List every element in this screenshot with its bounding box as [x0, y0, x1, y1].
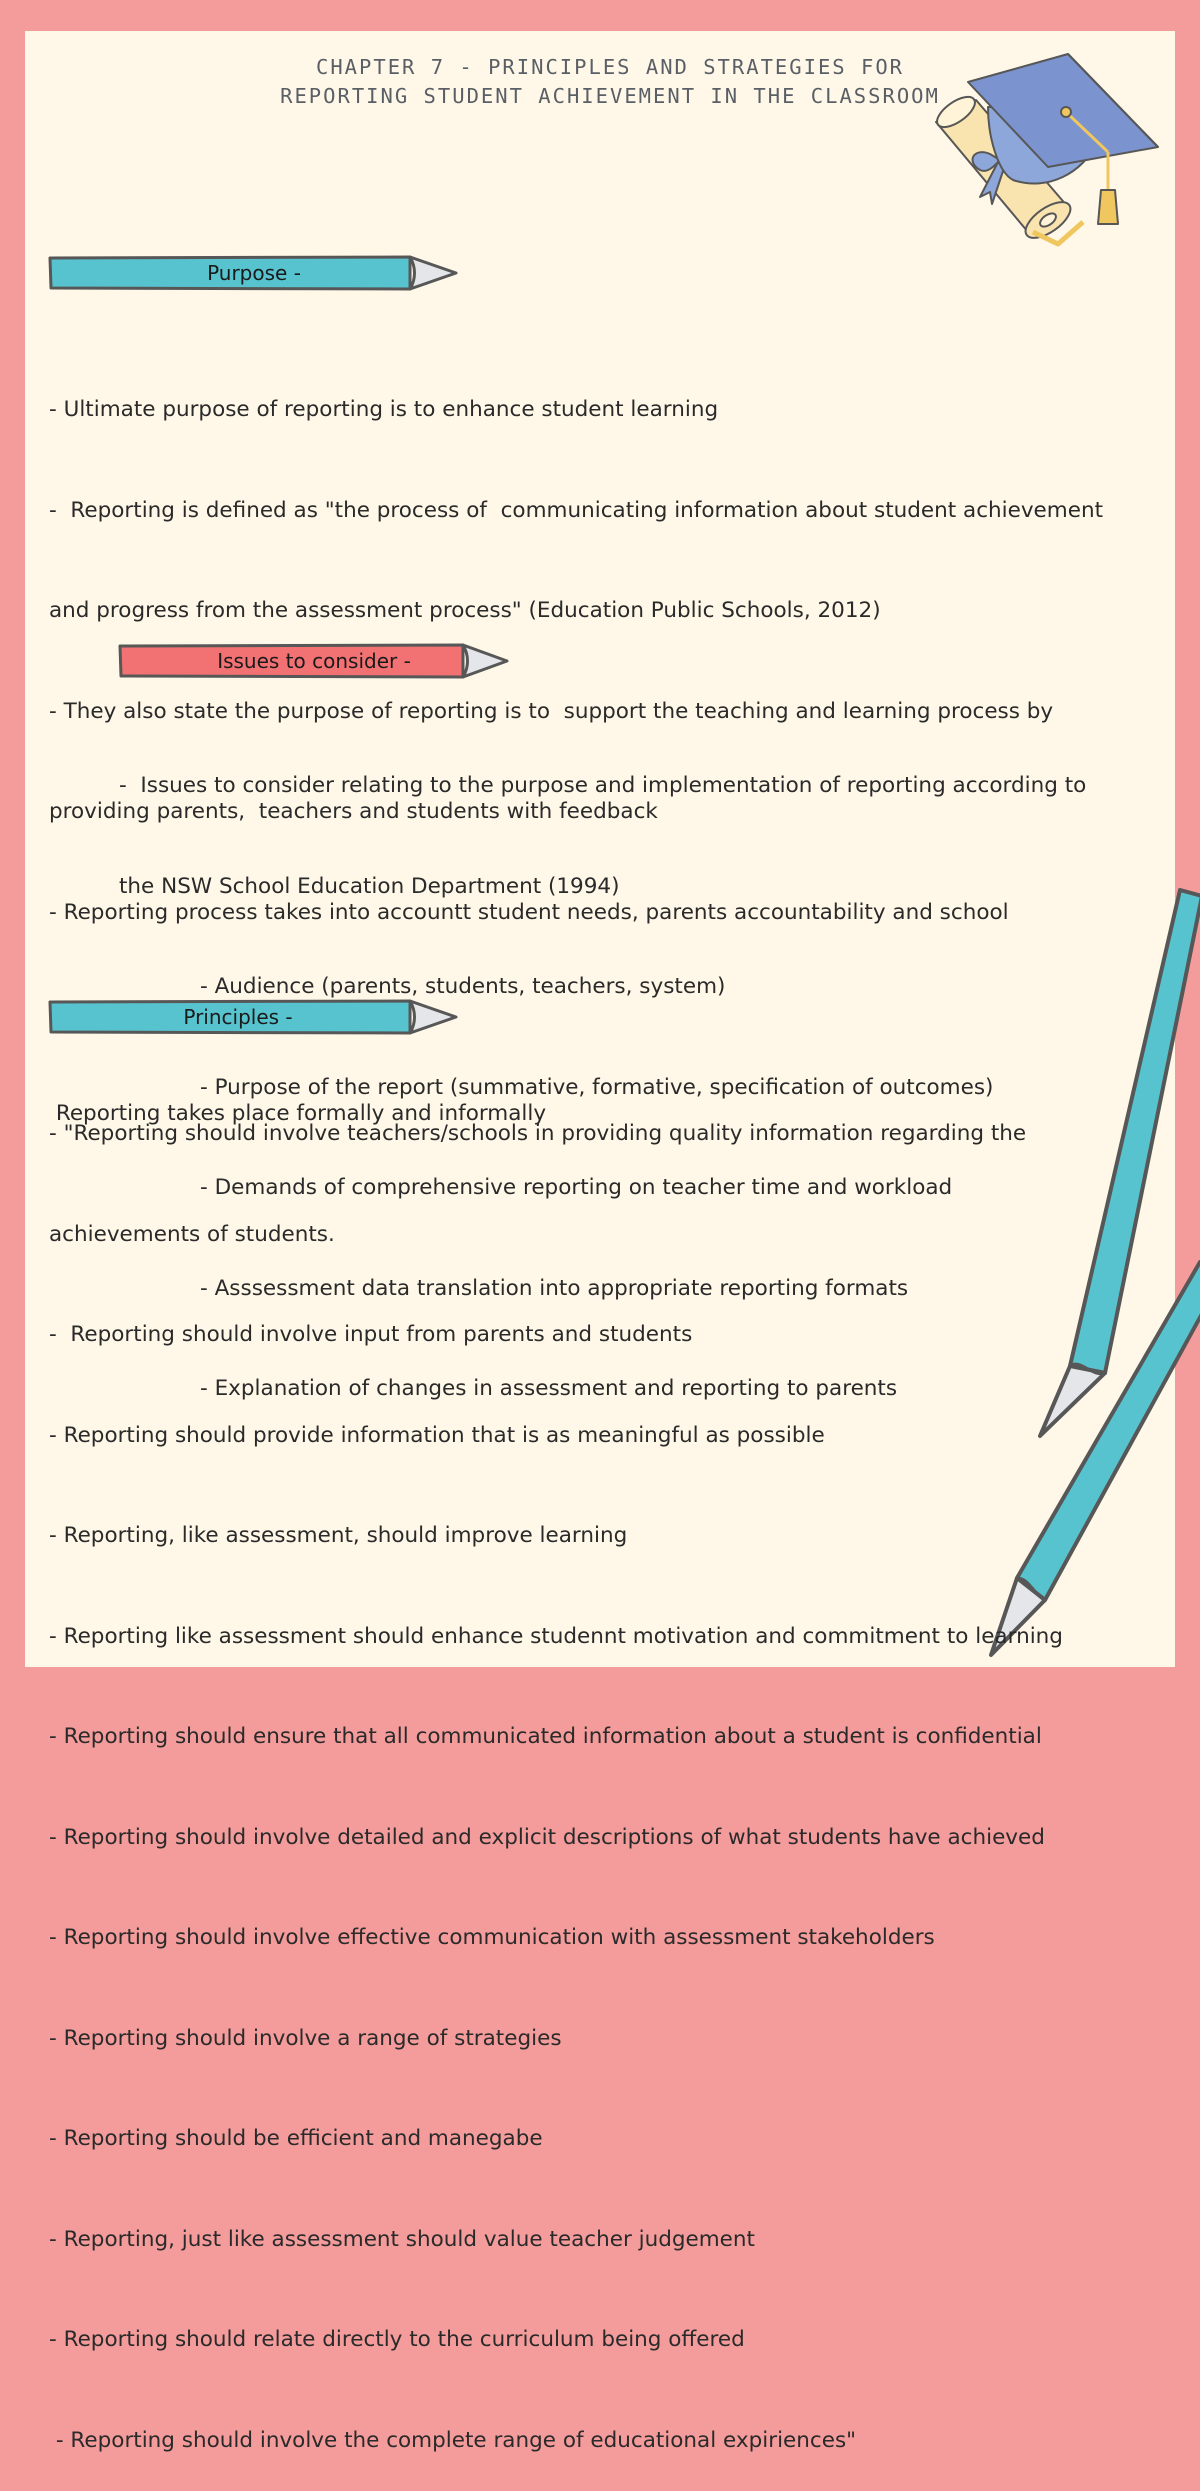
- principles-label-pencil: [48, 999, 460, 1035]
- text-line: - Reporting like assessment should enhance studennt motivation and commitment to learning: [49, 1623, 1063, 1649]
- text-line: and progress from the assessment process" (Education Public Schools, 2012): [49, 598, 881, 623]
- text-line: - Ultimate purpose of reporting is to enhance student learning: [49, 397, 719, 422]
- text-line: - Reporting should provide information that is as meaningful as possible: [49, 1422, 825, 1448]
- text-line: - Reporting, just like assessment should value teacher judgement: [49, 2226, 755, 2252]
- text-line: Reporting takes place formally and informally: [49, 1100, 547, 1126]
- issue-item: - Demands of comprehensive reporting on teacher time and workload: [200, 1175, 953, 1200]
- text-line: - Reporting should involve detailed and explicit descriptions of what students have achieved: [49, 1824, 1045, 1850]
- text-line: - Reporting should be efficient and manegabe: [49, 2126, 543, 2151]
- text-line: - Issues to consider relating to the purpose and implementation of reporting according to: [119, 773, 1087, 798]
- issue-item: - Explanation of changes in assessment and reporting to parents: [200, 1376, 898, 1401]
- text-line: achievements of students.: [49, 1221, 335, 1247]
- text-line: providing parents, teachers and students with feedback: [49, 799, 658, 824]
- principles-heading: Principles -: [183, 1005, 293, 1029]
- graduation-cap-diploma-icon: [918, 52, 1163, 247]
- text-line: - Reporting should involve effective communication with assessment stakeholders: [49, 1925, 935, 1950]
- issue-item: - Asssessment data translation into appropriate reporting formats: [200, 1275, 909, 1301]
- text-line: - Reporting should involve a range of strategies: [49, 2025, 562, 2051]
- purpose-label-pencil: [48, 255, 460, 291]
- issues-heading: Issues to consider -: [217, 649, 411, 673]
- text-line: - Reporting should involve input from parents and students: [49, 1322, 693, 1347]
- issue-item: - Purpose of the report (summative, formative, specification of outcomes): [200, 1074, 994, 1100]
- issues-label-pencil: [118, 643, 510, 679]
- text-line: - Reporting process takes into accountt student needs, parents accountability and school: [49, 899, 1009, 925]
- text-line: - Reporting should relate directly to the curriculum being offered: [49, 2327, 745, 2352]
- purpose-heading: Purpose -: [207, 261, 301, 285]
- text-line: - Reporting, like assessment, should improve learning: [49, 1523, 628, 1548]
- text-line: - Reporting should ensure that all communicated information about a student is confidential: [49, 1724, 1042, 1749]
- text-line: - They also state the purpose of reporting is to support the teaching and learning process by: [49, 698, 1054, 724]
- issue-item: - Audience (parents, students, teachers, system): [200, 974, 726, 999]
- chapter-title: CHAPTER 7 - PRINCIPLES AND STRATEGIES FOR REPORTING STUDENT ACHIEVEMENT IN THE CLASSROOM: [280, 55, 940, 108]
- text-line: - "Reporting should involve teachers/schools in providing quality information regarding the: [49, 1121, 1027, 1146]
- text-line: - Reporting should involve the complete range of educational expiriences": [49, 2427, 857, 2453]
- principles-text: [49, 1050, 1063, 2491]
- text-line: the NSW School Education Department (1994): [119, 873, 620, 899]
- text-line: - Reporting is defined as "the process of communicating information about student achievement: [49, 497, 1104, 523]
